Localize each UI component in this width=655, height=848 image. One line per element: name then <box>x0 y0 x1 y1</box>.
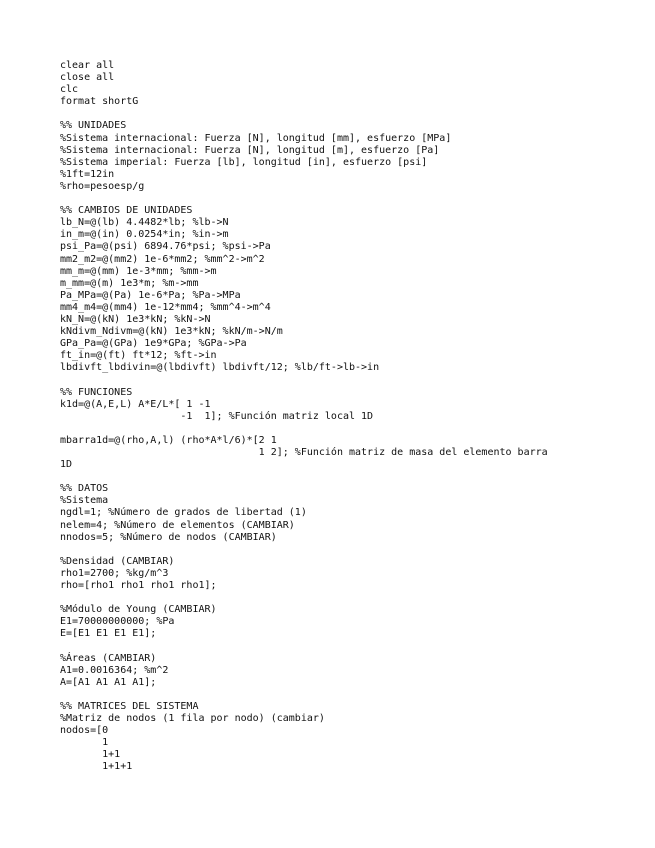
blank-line <box>60 423 620 435</box>
code-line: 1 2]; %Función matriz de masa del elemento barra <box>60 447 548 458</box>
code-line: ngdl=1; %Número de grados de libertad (1) <box>60 507 307 519</box>
code-line: %Sistema <box>60 495 109 507</box>
code-line: %1ft=12in <box>60 168 115 180</box>
code-line: nelem=4; %Número de elementos (CAMBIAR) <box>60 519 295 531</box>
blank-line <box>60 544 620 556</box>
code-line: %% UNIDADES <box>60 120 127 132</box>
blank-line <box>60 193 620 205</box>
code-line: %Densidad (CAMBIAR) <box>60 555 175 567</box>
code-line: m_mm=@(m) 1e3*m; %m->mm <box>60 277 199 289</box>
code-line: close all <box>60 72 115 84</box>
code-line: -1 1]; %Función matriz local 1D <box>60 410 374 422</box>
code-line: k1d=@(A,E,L) A*E/L*[ 1 -1 <box>60 398 211 410</box>
code-line: mbarra1d=@(rho,A,l) (rho*A*l/6)*[2 1 <box>60 434 277 446</box>
code-line: A1=0.0016364; %m^2 <box>60 664 169 676</box>
code-line: %Matriz de nodos (1 fila por nodo) (cambiar) <box>60 713 325 725</box>
code-line: %Módulo de Young (CAMBIAR) <box>60 604 217 616</box>
code-line: %% DATOS <box>60 483 109 495</box>
code-line: mm_m=@(mm) 1e-3*mm; %mm->m <box>60 265 217 277</box>
code-line: E=[E1 E1 E1 E1]; <box>60 628 157 640</box>
code-line: kN_N=@(kN) 1e3*kN; %kN->N <box>60 313 211 325</box>
matlab-code-listing <box>60 60 620 774</box>
code-line: nodos=[0 <box>60 725 109 737</box>
code-line: E1=70000000000; %Pa <box>60 616 175 628</box>
blank-line <box>60 592 620 604</box>
code-line: format shortG <box>60 96 139 108</box>
code-line: %Sistema internacional: Fuerza [N], longitud [mm], esfuerzo [MPa] <box>60 132 452 144</box>
code-line: %Sistema internacional: Fuerza [N], longitud [m], esfuerzo [Pa] <box>60 144 440 156</box>
code-line: 1+1+1 <box>60 761 133 773</box>
code-line: nnodos=5; %Número de nodos (CAMBIAR) <box>60 531 277 543</box>
code-line: 1D <box>60 459 73 471</box>
code-line: %Sistema imperial: Fuerza [lb], longitud [in], esfuerzo [psi] <box>60 156 428 168</box>
code-line: %% FUNCIONES <box>60 386 133 398</box>
code-line: %% CAMBIOS DE UNIDADES <box>60 205 193 217</box>
blank-line <box>60 689 620 701</box>
code-line: 1 <box>60 737 109 749</box>
code-line: mm2_m2=@(mm2) 1e-6*mm2; %mm^2->m^2 <box>60 253 265 265</box>
code-line: clear all <box>60 60 115 71</box>
code-line: ft_in=@(ft) ft*12; %ft->in <box>60 350 217 362</box>
blank-line <box>60 108 620 120</box>
code-line: GPa_Pa=@(GPa) 1e9*GPa; %GPa->Pa <box>60 338 247 350</box>
code-line: lbdivft_lbdivin=@(lbdivft) lbdivft/12; %lb/ft->lb->in <box>60 362 380 374</box>
code-line: lb_N=@(lb) 4.4482*lb; %lb->N <box>60 217 229 229</box>
code-line: rho1=2700; %kg/m^3 <box>60 567 169 579</box>
blank-line <box>60 471 620 483</box>
code-line: Pa_MPa=@(Pa) 1e-6*Pa; %Pa->MPa <box>60 289 241 301</box>
code-line: %rho=pesoesp/g <box>60 180 145 192</box>
blank-line <box>60 641 620 653</box>
code-line: psi_Pa=@(psi) 6894.76*psi; %psi->Pa <box>60 241 271 253</box>
code-line: rho=[rho1 rho1 rho1 rho1]; <box>60 580 217 592</box>
code-line: A=[A1 A1 A1 A1]; <box>60 676 157 688</box>
code-line: 1+1 <box>60 749 121 761</box>
code-line: kNdivm_Ndivm=@(kN) 1e3*kN; %kN/m->N/m <box>60 326 283 338</box>
code-line: clc <box>60 84 79 96</box>
code-line: in_m=@(in) 0.0254*in; %in->m <box>60 229 229 241</box>
code-line: mm4_m4=@(mm4) 1e-12*mm4; %mm^4->m^4 <box>60 301 271 313</box>
code-line: %Áreas (CAMBIAR) <box>60 652 157 664</box>
blank-line <box>60 374 620 386</box>
code-line: %% MATRICES DEL SISTEMA <box>60 700 199 712</box>
